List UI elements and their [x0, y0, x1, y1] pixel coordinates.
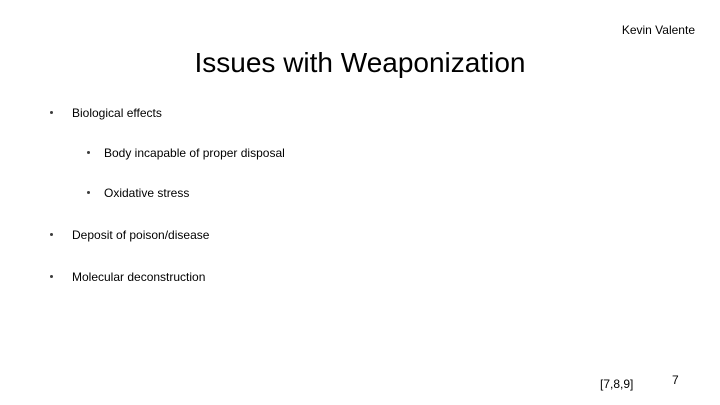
- bullet-item: [87, 185, 189, 200]
- bullet-icon: [50, 111, 53, 114]
- bullet-icon: [50, 233, 53, 236]
- bullet-text: Biological effects: [72, 105, 162, 120]
- bullet-icon: [50, 275, 53, 278]
- bullet-text: Deposit of poison/disease: [72, 227, 210, 242]
- bullet-item: [50, 105, 162, 120]
- bullet-icon: [87, 151, 90, 154]
- bullet-item: [50, 227, 209, 242]
- bullet-item: [50, 269, 205, 284]
- slide-title: Issues with Weaponization: [194, 47, 526, 78]
- bullet-item: [87, 145, 285, 160]
- bullet-text: Oxidative stress: [104, 185, 190, 200]
- slide-number: 7: [672, 373, 679, 387]
- author-name: Kevin Valente: [621, 23, 695, 37]
- bullet-text: Molecular deconstruction: [72, 269, 206, 284]
- bullet-text: Body incapable of proper disposal: [104, 145, 285, 160]
- citation: [7,8,9]: [600, 377, 634, 391]
- bullet-icon: [87, 191, 90, 194]
